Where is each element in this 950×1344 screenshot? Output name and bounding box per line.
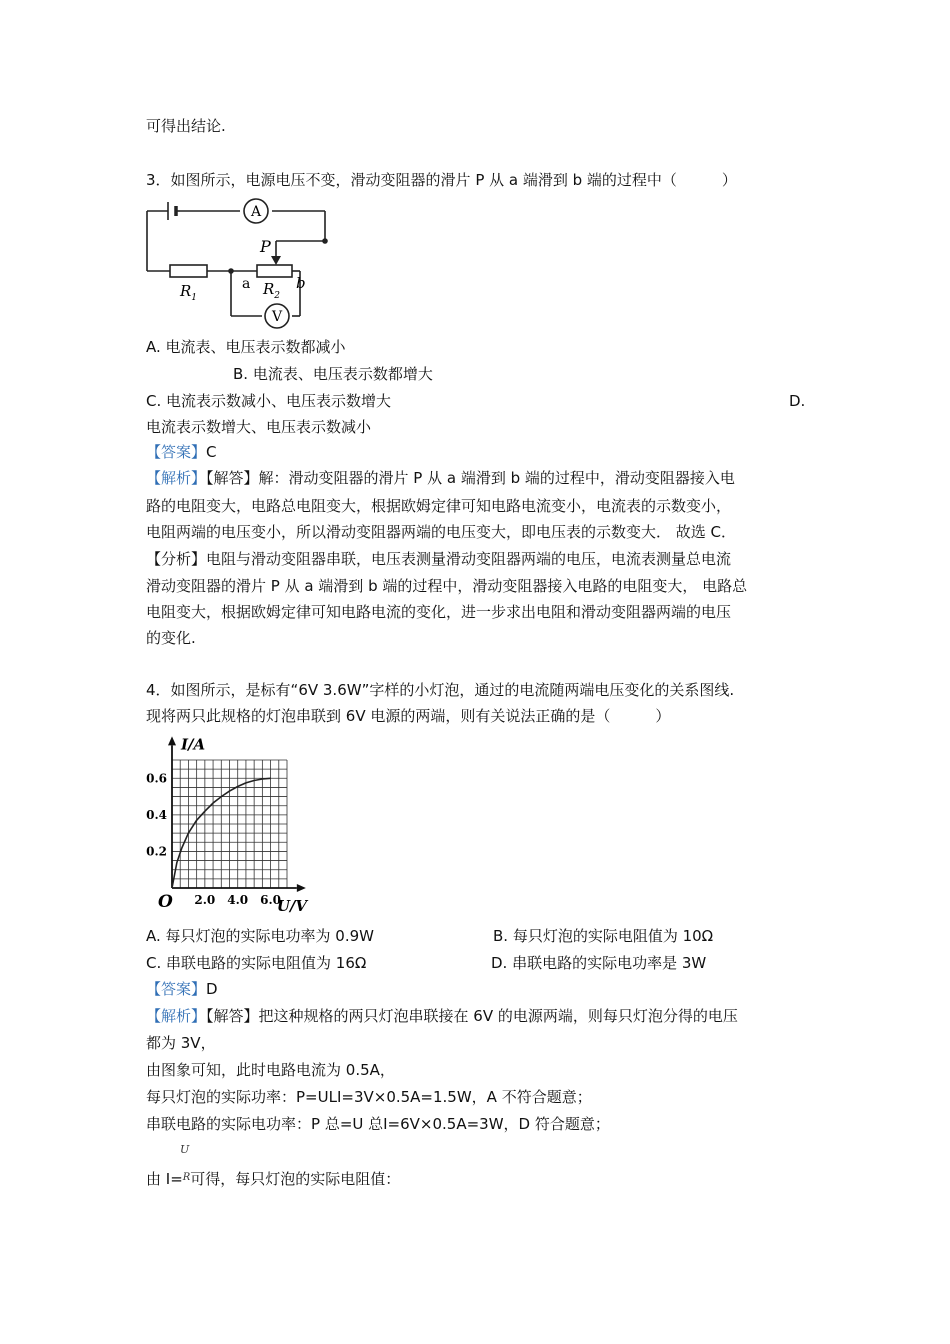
q3-analysis-2: 路的电阻变大，电路总电阻变大，根据欧姆定律可知电路电流变小，电流表的示数变小，	[146, 497, 732, 515]
q4-stem-2: 现将两只此规格的灯泡串联到 6V 电源的两端，则有关说法正确的是（ ）	[146, 707, 671, 725]
origin-label: O	[158, 892, 173, 912]
x-tick-label: 2.0	[194, 893, 216, 907]
x-axis-arrow-icon	[297, 884, 306, 892]
q4-analysis-2: 都为 3V，	[146, 1034, 216, 1052]
q3-fenxi-4: 的变化.	[146, 629, 196, 647]
q4-analysis-1: 【解析】【解答】把这种规格的两只灯泡串联接在 6V 的电源两端，则每只灯泡分得的电压	[146, 1007, 738, 1025]
q3-stem: 3．如图所示，电源电压不变，滑动变阻器的滑片 P 从 a 端滑到 b 端的过程中（ ）	[146, 171, 737, 189]
y-tick-label: 0.2	[146, 844, 167, 859]
q4-analysis-5: 串联电路的实际电功率：P 总=U 总I=6V×0.5A=3W，D 符合题意；	[146, 1115, 610, 1133]
q3-option-a: A. 电流表、电压表示数都减小	[146, 338, 346, 356]
r1-label: $R_1$	[180, 282, 198, 303]
fraction-denominator: R	[182, 1172, 191, 1183]
ammeter-label: A	[250, 204, 262, 220]
q3-analysis-3: 电阻两端的电压变小，所以滑动变阻器两端的电压变大，即电压表的示数变大． 故选 C．	[146, 523, 737, 541]
r2-label: $R_2$	[263, 280, 281, 301]
voltmeter-label: V	[271, 309, 283, 325]
q3-option-b: B. 电流表、电压表示数都增大	[233, 365, 433, 383]
q3-fenxi-3: 电阻变大，根据欧姆定律可知电路电流的变化，进一步求出电阻和滑动变阻器两端的电压	[146, 603, 732, 621]
q4-analysis-4: 每只灯泡的实际功率：P=ULI=3V×0.5A=1.5W，A 不符合题意；	[146, 1088, 592, 1106]
circuit-diagram	[140, 196, 340, 336]
x-tick-label: 4.0	[227, 893, 249, 907]
y-axis-label: I/A	[181, 735, 206, 754]
q4-option-b: B. 每只灯泡的实际电阻值为 10Ω	[493, 927, 714, 945]
intro-text: 可得出结论.	[146, 117, 226, 135]
q3-fenxi-2: 滑动变阻器的滑片 P 从 a 端滑到 b 端的过程中，滑动变阻器接入电路的电阻变大， 电路总	[146, 577, 748, 595]
x-axis-label: U/V	[276, 897, 308, 915]
q4-analysis-6: 由 I=$^R$可得，每只灯泡的实际电阻值：	[146, 1170, 401, 1188]
q4-option-a: A. 每只灯泡的实际电功率为 0.9W	[146, 927, 374, 945]
q4-option-d: D. 串联电路的实际电功率是 3W	[491, 954, 707, 972]
iu-chart	[140, 728, 330, 923]
answer-value: D	[206, 980, 218, 998]
q3-answer	[146, 441, 217, 463]
q3-option-c: C. 电流表示数减小、电压表示数增大	[146, 392, 392, 410]
q4-option-c: C. 串联电路的实际电阻值为 16Ω	[146, 954, 367, 972]
q4-analysis-3: 由图象可知，此时电路电流为 0.5A，	[146, 1061, 395, 1079]
q3-analysis-1: 【解析】【解答】解：滑动变阻器的滑片 P 从 a 端滑到 b 端的过程中，滑动变阻器接入电	[146, 469, 735, 487]
y-tick-label: 0.4	[146, 807, 167, 822]
analysis-tag: 【解析】	[146, 1007, 207, 1025]
end-a-label: a	[242, 276, 251, 292]
q4-stem-1: 4．如图所示，是标有“6V 3.6W”字样的小灯泡，通过的电流随两端电压变化的关系图线.	[146, 681, 735, 699]
analysis-tag: 【解析】	[146, 469, 207, 487]
q4-answer	[146, 978, 218, 1000]
slider-arrow-icon	[271, 256, 281, 265]
slider-label: P	[260, 237, 271, 256]
answer-tag: 【答案】	[146, 980, 207, 998]
answer-value: C	[206, 443, 217, 461]
x-tick-label: 6.0	[260, 893, 282, 907]
q3-option-d-prefix: D.	[789, 392, 806, 410]
fraction-numerator: U	[180, 1143, 190, 1156]
end-b-label: b	[296, 274, 306, 292]
y-axis-arrow-icon	[168, 736, 176, 745]
y-tick-label: 0.6	[146, 771, 167, 786]
q3-option-d-text: 电流表示数增大、电压表示数减小	[146, 418, 372, 436]
q3-fenxi-1: 【分析】电阻与滑动变阻器串联，电压表测量滑动变阻器两端的电压，电流表测量总电流	[146, 550, 732, 568]
answer-tag: 【答案】	[146, 443, 207, 461]
